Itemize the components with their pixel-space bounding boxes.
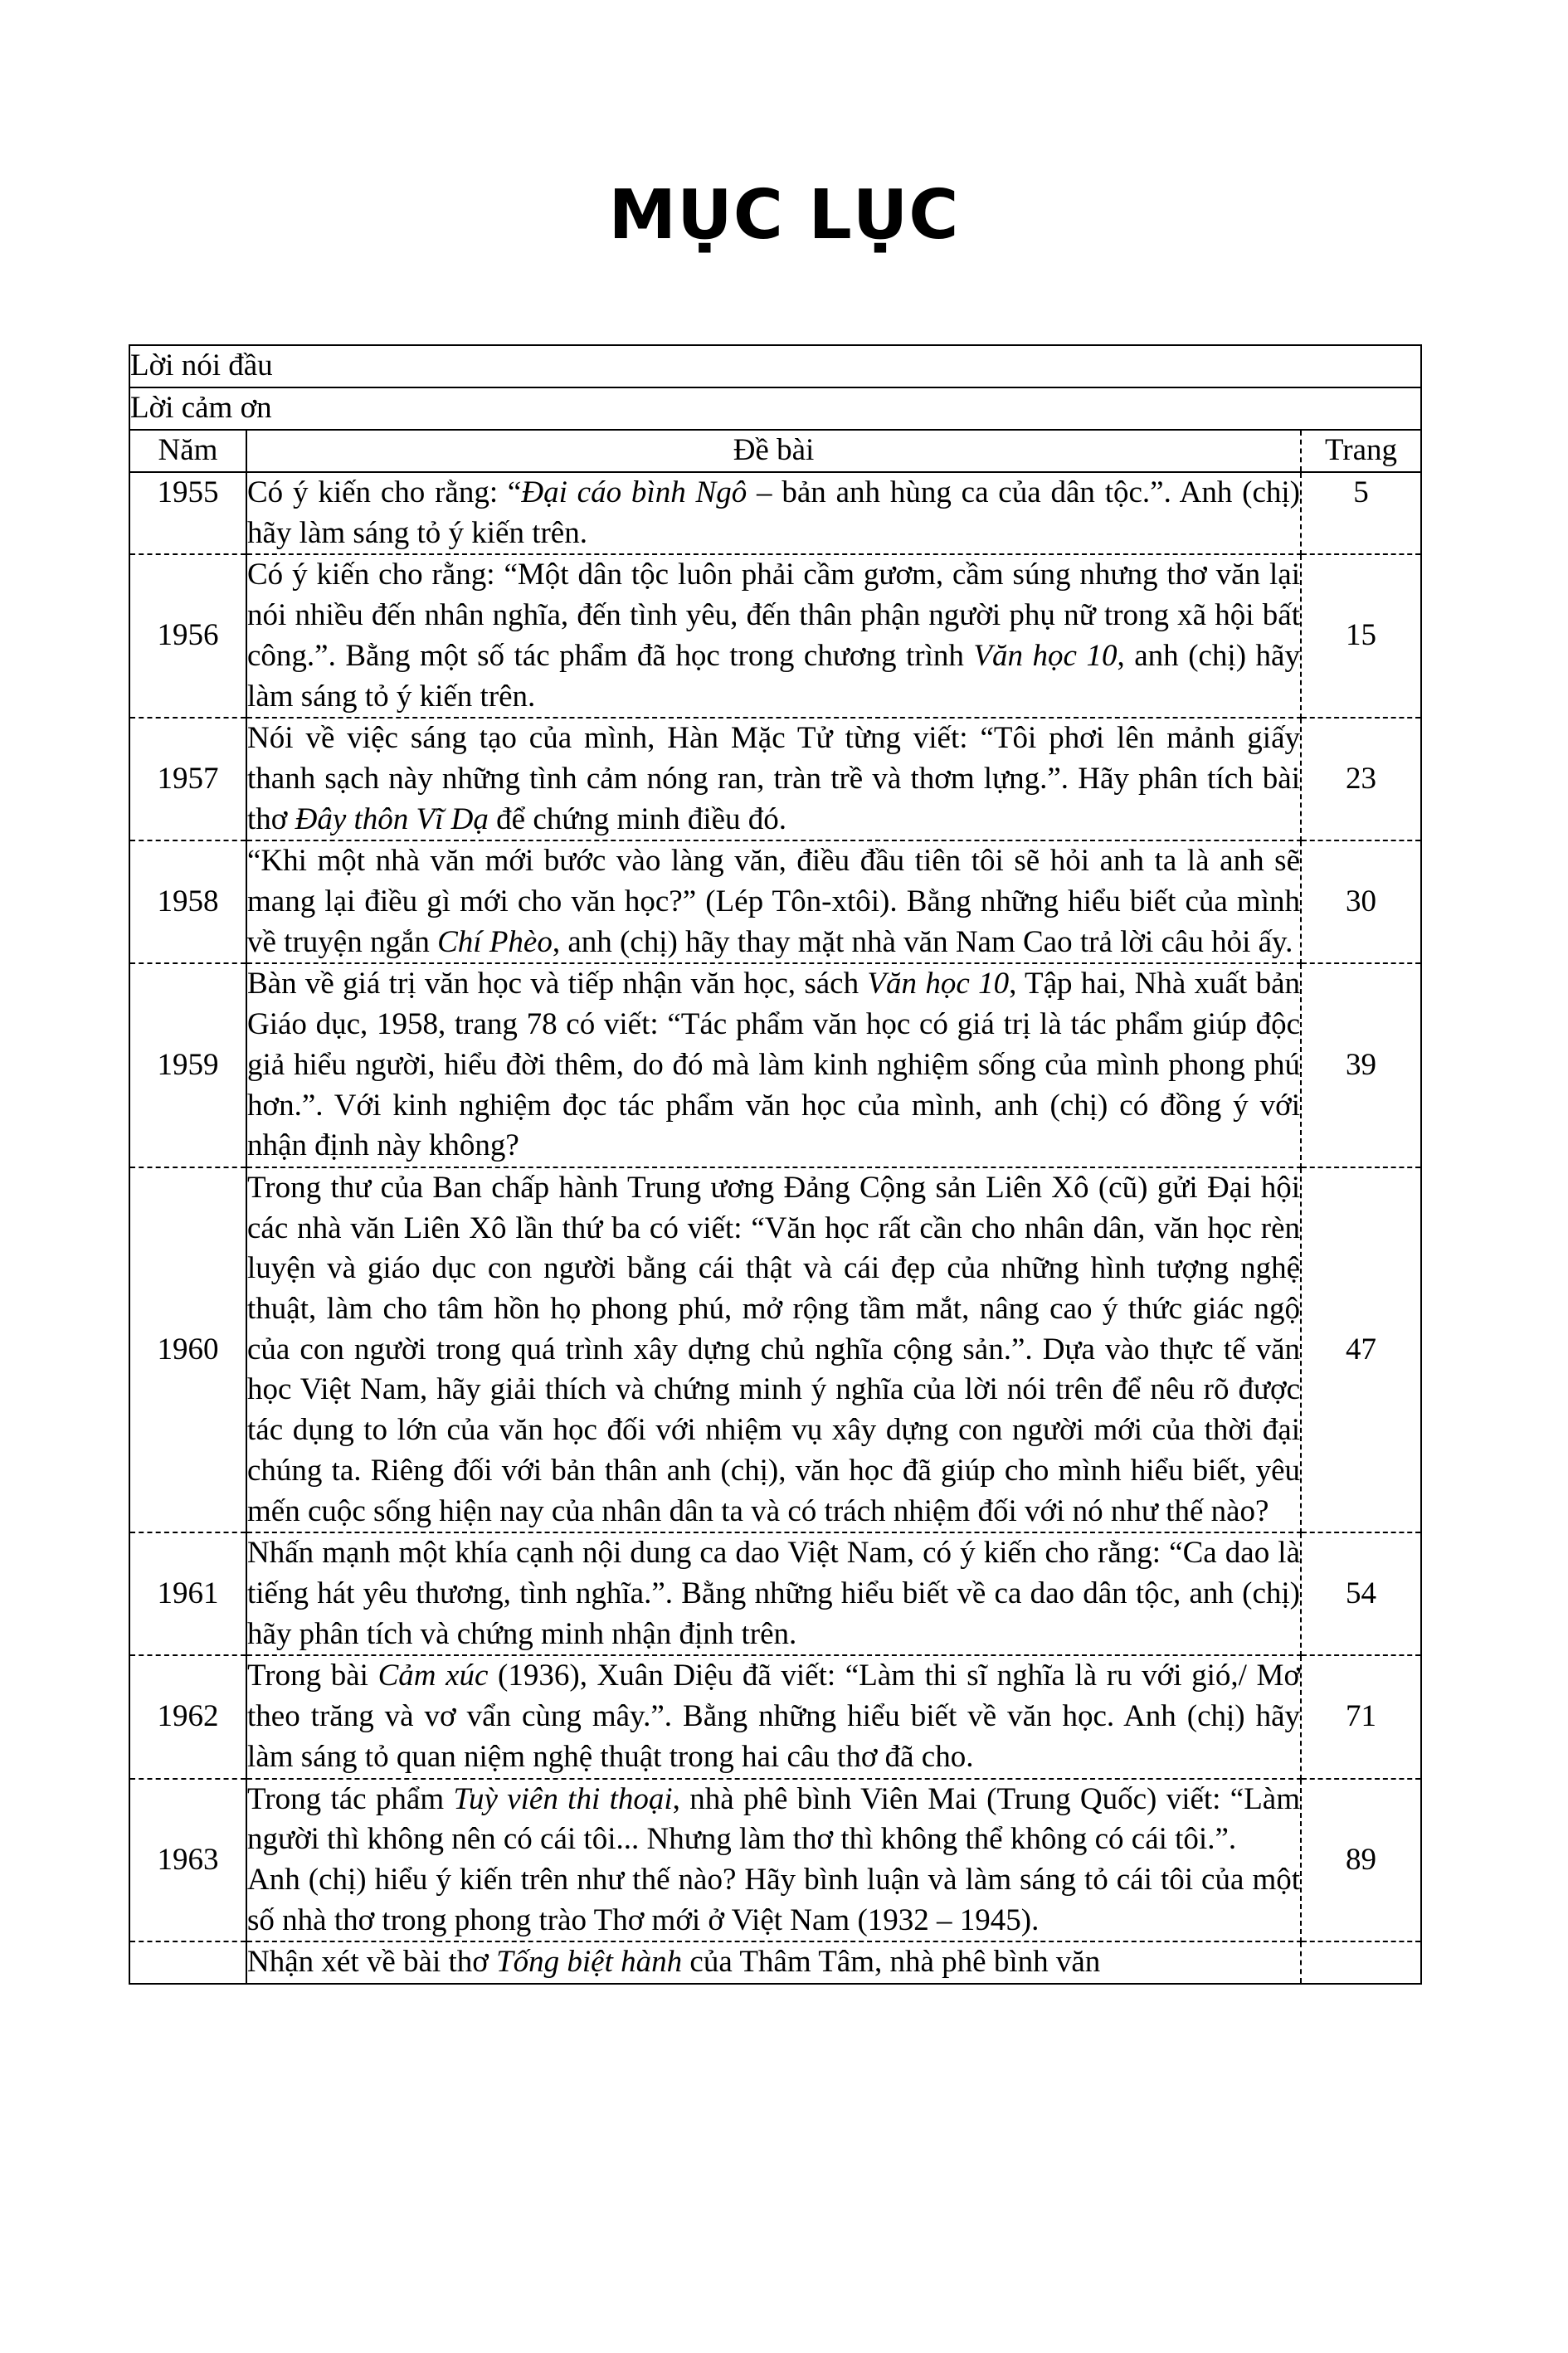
- toc-row[interactable]: [129, 718, 1421, 840]
- page-number-cell: 39: [1301, 963, 1421, 1167]
- toc-row[interactable]: [129, 840, 1421, 963]
- year-cell: 1955: [129, 472, 246, 554]
- topic-text: để chứng minh điều đó.: [488, 801, 787, 836]
- toc-row[interactable]: [129, 963, 1421, 1167]
- topic-text: – bản anh hùng ca của dân tộc.”. Anh (chị) hãy làm sáng tỏ ý kiến trên.: [247, 475, 1301, 550]
- work-title-text: Đại cáo bình Ngô: [521, 475, 747, 509]
- toc-row[interactable]: [129, 1167, 1421, 1532]
- page-number-cell: 30: [1301, 840, 1421, 963]
- topic-cell: [246, 472, 1301, 554]
- topic-cell: [246, 840, 1301, 963]
- preface-entry[interactable]: Lời nói đầu: [129, 345, 1421, 387]
- acknowledgements-entry[interactable]: Lời cảm ơn: [129, 387, 1421, 430]
- topic-text: Anh (chị) hiểu ý kiến trên như thế nào? Hãy bình luận và làm sáng tỏ cái tôi của một số nhà thơ trong phong trào Thơ mới ở Việt Nam (1932 – 1945).: [247, 1862, 1300, 1937]
- topic-text: Có ý kiến cho rằng: “Một dân tộc luôn phải cầm gươm, cầm súng nhưng thơ văn lại nói nhiều đến nhân nghĩa, đến tình yêu, đến thân phận người phụ nữ trong xã hội bất công.”. Bằng một số tác phẩm đã học trong chương trình: [247, 558, 1300, 673]
- year-cell: [129, 1941, 246, 1984]
- work-title-text: Chí Phèo: [437, 924, 553, 959]
- year-cell: 1959: [129, 963, 246, 1167]
- topic-text: Trong tác phẩm: [247, 1781, 454, 1816]
- year-cell: 1957: [129, 718, 246, 840]
- topic-text: Nhấn mạnh một khía cạnh nội dung ca dao Việt Nam, có ý kiến cho rằng: “Ca dao là tiếng hát yêu thương, tình nghĩa.”. Bằng những hiểu biết về ca dao dân tộc, anh (chị) hãy phân tích và chứng minh nhận định trên.: [247, 1536, 1300, 1651]
- page-number-cell: [1301, 1941, 1421, 1984]
- contents-table: [129, 344, 1422, 1985]
- page-number-cell: 15: [1301, 554, 1421, 718]
- topic-cell: [246, 1941, 1301, 1984]
- page-number-cell: 89: [1301, 1779, 1421, 1942]
- work-title-text: Đây thôn Vĩ Dạ: [295, 801, 489, 836]
- topic-cell: [246, 1655, 1301, 1778]
- topic-text: Bàn về giá trị văn học và tiếp nhận văn học, sách: [247, 967, 868, 1001]
- toc-row[interactable]: [129, 554, 1421, 718]
- topic-column-header: Đề bài: [246, 430, 1301, 472]
- topic-text: “Khi một nhà văn mới bước vào làng văn, điều đầu tiên tôi sẽ hỏi anh ta là anh sẽ mang lại điều gì mới cho văn học?” (Lép Tôn-xtôi). Bằng những hiểu biết của mình về truyện ngắn: [247, 844, 1300, 959]
- toc-row[interactable]: [129, 472, 1421, 554]
- topic-cell: [246, 718, 1301, 840]
- topic-text: (1936), Xuân Diệu đã viết: “Làm thi sĩ nghĩa là ru với gió,/ Mơ theo trăng và vơ vẩn cùng mây.”. Bằng những hiểu biết về văn học. Anh (chị) hãy làm sáng tỏ quan niệm nghệ thuật trong hai câu thơ đã cho.: [247, 1659, 1301, 1774]
- page-number-cell: 5: [1301, 472, 1421, 554]
- work-title-text: Văn học 10: [867, 967, 1010, 1001]
- topic-text: của Thâm Tâm, nhà phê bình văn: [682, 1945, 1101, 1980]
- front-matter-row: [129, 345, 1421, 387]
- year-cell: 1956: [129, 554, 246, 718]
- year-column-header: Năm: [129, 430, 246, 472]
- topic-text: , anh (chị) hãy làm sáng tỏ ý kiến trên.: [247, 638, 1300, 714]
- toc-row[interactable]: [129, 1532, 1421, 1655]
- topic-cell: [246, 1779, 1301, 1942]
- topic-text: , Tập hai, Nhà xuất bản Giáo dục, 1958, trang 78 có viết: “Tác phẩm văn học có giá trị là tác phẩm giúp độc giả hiểu người, hiểu đời thêm, do đó mà làm kinh nghiệm sống của mình phong phú hơn.”. Với kinh nghiệm đọc tác phẩm văn học của mình, anh (chị) có đồng ý với nhận định này không?: [247, 967, 1301, 1163]
- front-matter-row: [129, 387, 1421, 430]
- year-cell: 1963: [129, 1779, 246, 1942]
- year-cell: 1961: [129, 1532, 246, 1655]
- topic-text: Nói về việc sáng tạo của mình, Hàn Mặc Tử từng viết: “Tôi phơi lên mảnh giấy thanh sạch này những tình cảm nóng ran, tràn trề và thơm lựng.”. Hãy phân tích bài thơ: [247, 721, 1300, 836]
- topic-text: Nhận xét về bài thơ: [247, 1945, 497, 1980]
- topic-cell: [246, 1532, 1301, 1655]
- year-cell: 1960: [129, 1167, 246, 1532]
- page-column-header: Trang: [1301, 430, 1421, 472]
- topic-text: , nhà phê bình Viên Mai (Trung Quốc) viết: “Làm người thì không nên có cái tôi... Nhưng làm thơ thì không thể không có cái tôi.”.: [247, 1781, 1301, 1857]
- column-header-row: [129, 430, 1421, 472]
- work-title-text: Tống biệt hành: [496, 1945, 683, 1980]
- work-title-text: Tuỳ viên thi thoại: [453, 1781, 673, 1816]
- page-title: MỤC LỤC: [608, 176, 960, 255]
- toc-row[interactable]: [129, 1779, 1421, 1942]
- topic-text: , anh (chị) hãy thay mặt nhà văn Nam Cao trả lời câu hỏi ấy.: [552, 924, 1293, 959]
- topic-text: Trong thư của Ban chấp hành Trung ương Đảng Cộng sản Liên Xô (cũ) gửi Đại hội các nhà văn Liên Xô lần thứ ba có viết: “Văn học rất cần cho nhân dân, văn học rèn luyện và giáo dục con người bằng cái thật và cái đẹp của những hình tượng nghệ thuật, làm cho tâm hồn họ phong phú, mở rộng tầm mắt, nâng cao ý thức giác ngộ của con người trong quá trình xây dựng chủ nghĩa cộng sản.”. Dựa vào thực tế văn học Việt Nam, hãy giải thích và chứng minh ý nghĩa của lời nói trên để nêu rõ được tác dụng to lớn của văn học đối với nhiệm vụ xây dựng con người mới của thời đại chúng ta. Riêng đối với bản thân anh (chị), văn học đã giúp cho mình hiểu biết, yêu mến cuộc sống hiện nay của nhân dân ta và có trách nhiệm đối với nó như thế nào?: [247, 1170, 1300, 1528]
- topic-cell: [246, 554, 1301, 718]
- page-number-cell: 23: [1301, 718, 1421, 840]
- topic-cell: [246, 1167, 1301, 1532]
- topic-text: Có ý kiến cho rằng: “: [247, 475, 522, 509]
- page-number-cell: 54: [1301, 1532, 1421, 1655]
- topic-text: Trong bài: [247, 1659, 378, 1693]
- year-cell: 1962: [129, 1655, 246, 1778]
- topic-cell: [246, 963, 1301, 1167]
- toc-row[interactable]: [129, 1941, 1421, 1984]
- work-title-text: Cảm xúc: [377, 1659, 489, 1693]
- page-number-cell: 71: [1301, 1655, 1421, 1778]
- page-number-cell: 47: [1301, 1167, 1421, 1532]
- year-cell: 1958: [129, 840, 246, 963]
- toc-row[interactable]: [129, 1655, 1421, 1778]
- work-title-text: Văn học 10: [973, 638, 1118, 673]
